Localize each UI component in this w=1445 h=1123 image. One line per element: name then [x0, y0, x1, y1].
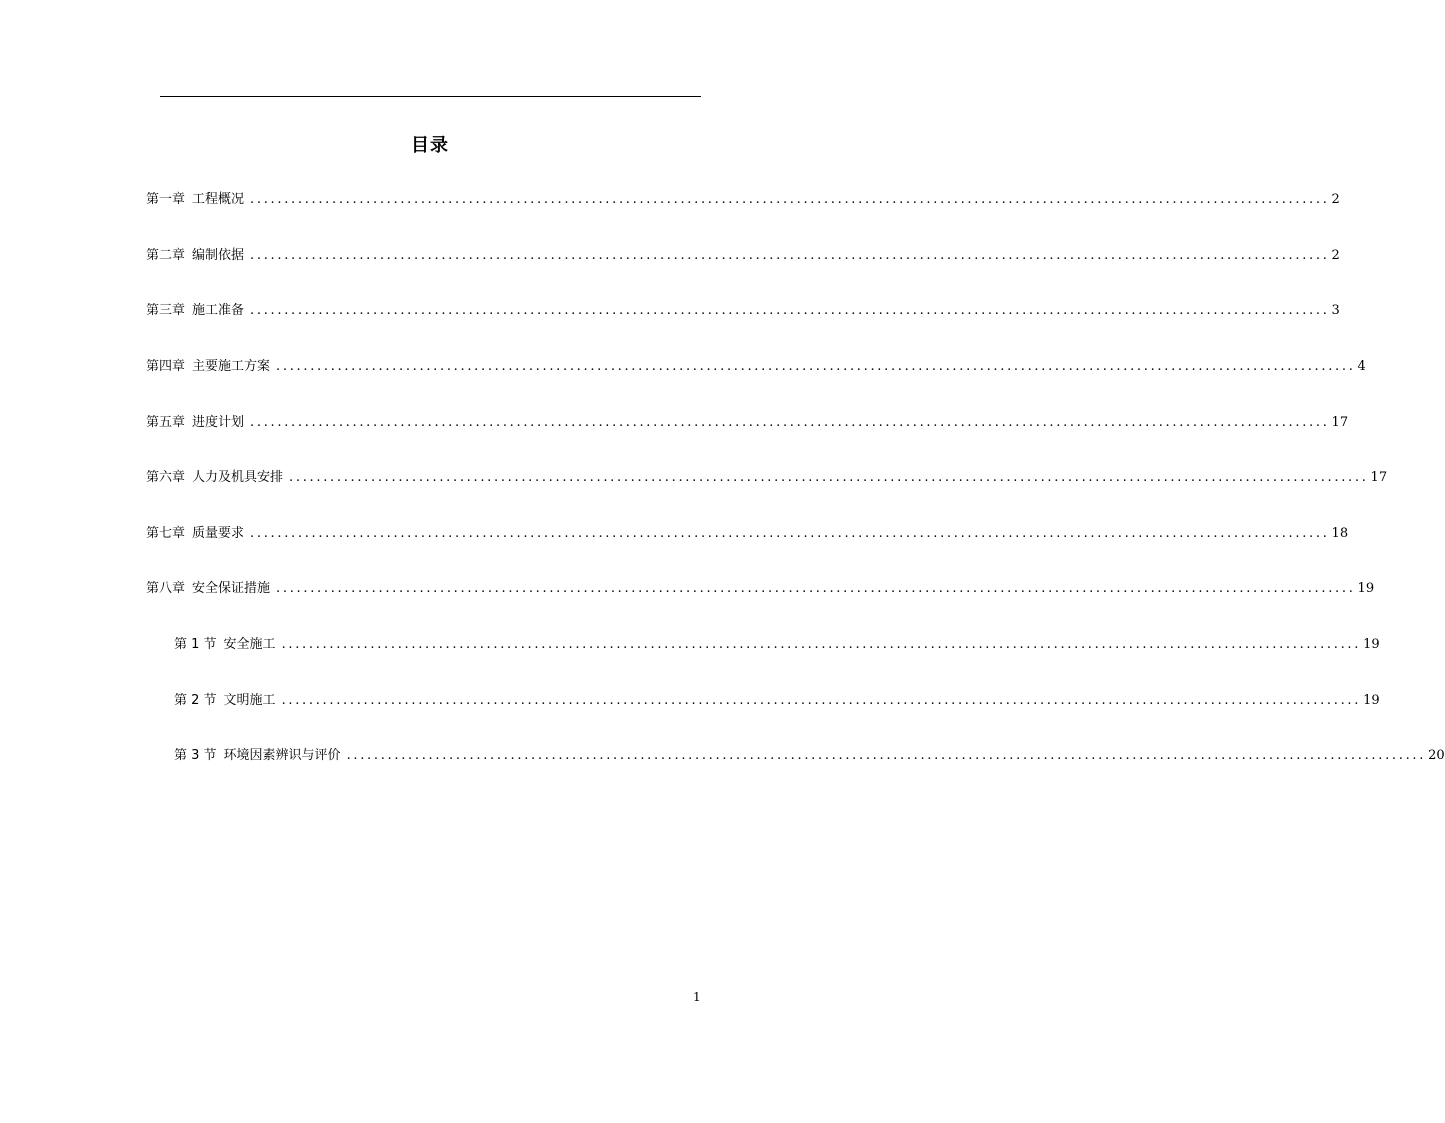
toc-page-number: 19	[1363, 637, 1380, 652]
toc-dot-leader: ..............................................................................................................................................................	[289, 470, 1369, 485]
toc-page-number: 17	[1370, 470, 1388, 485]
toc-section-number: 第 3 节	[174, 748, 217, 763]
toc-page-number: 2	[1331, 192, 1340, 207]
toc-chapter-number: 第六章	[146, 470, 186, 485]
toc-dot-leader: ..............................................................................................................................................................	[281, 637, 1362, 652]
toc-entry-title: 主要施工方案	[192, 359, 271, 374]
toc-dot-leader: ..............................................................................................................................................................	[250, 526, 1330, 541]
toc-chapter-number: 第四章	[146, 359, 186, 374]
toc-entry-chapter-5[interactable]	[146, 413, 1349, 433]
toc-dot-leader: ..............................................................................................................................................................	[281, 693, 1362, 708]
toc-entry-chapter-3[interactable]	[146, 301, 1340, 321]
toc-page-number: 19	[1363, 693, 1380, 708]
page-number: 1	[693, 990, 701, 1004]
toc-section-number: 第 2 节	[174, 693, 217, 708]
toc-dot-leader: ..............................................................................................................................................................	[250, 415, 1330, 430]
toc-entry-title: 安全施工	[223, 637, 276, 652]
toc-dot-leader: ..............................................................................................................................................................	[250, 192, 1330, 207]
header-rule	[160, 96, 701, 97]
toc-entry-chapter-7[interactable]	[146, 524, 1349, 544]
toc-entry-chapter-6[interactable]	[146, 468, 1388, 488]
toc-entry-title: 施工准备	[192, 303, 245, 318]
toc-entry-title: 进度计划	[192, 415, 245, 430]
toc-entry-section-2[interactable]	[174, 691, 1380, 711]
toc-entry-section-3[interactable]	[174, 746, 1445, 766]
toc-entry-chapter-2[interactable]	[146, 246, 1340, 266]
toc-page-number: 19	[1357, 581, 1375, 596]
toc-entry-title: 质量要求	[192, 526, 245, 541]
toc-entry-section-1[interactable]	[174, 635, 1380, 655]
toc-page-number: 20	[1428, 748, 1445, 763]
toc-entry-title: 文明施工	[223, 693, 276, 708]
toc-page-number: 2	[1331, 248, 1340, 263]
toc-chapter-number: 第八章	[146, 581, 186, 596]
toc-entry-title: 编制依据	[192, 248, 245, 263]
toc-chapter-number: 第五章	[146, 415, 186, 430]
toc-chapter-number: 第一章	[146, 192, 186, 207]
toc-dot-leader: ..............................................................................................................................................................	[346, 748, 1427, 763]
toc-section-number: 第 1 节	[174, 637, 217, 652]
toc-page-number: 3	[1331, 303, 1340, 318]
toc-chapter-number: 第七章	[146, 526, 186, 541]
toc-title: 目录	[411, 135, 449, 156]
toc-entry-chapter-1[interactable]	[146, 190, 1340, 210]
toc-page-number: 17	[1331, 415, 1349, 430]
toc-entry-chapter-8[interactable]	[146, 579, 1375, 599]
toc-entry-title: 工程概况	[192, 192, 245, 207]
toc-dot-leader: ..............................................................................................................................................................	[250, 303, 1330, 318]
toc-chapter-number: 第三章	[146, 303, 186, 318]
toc-entry-title: 人力及机具安排	[192, 470, 284, 485]
toc-entry-chapter-4[interactable]	[146, 357, 1366, 377]
toc-entry-title: 安全保证措施	[192, 581, 271, 596]
toc-page-number: 4	[1357, 359, 1366, 374]
toc-page-number: 18	[1331, 526, 1349, 541]
toc-dot-leader: ..............................................................................................................................................................	[276, 581, 1356, 596]
toc-chapter-number: 第二章	[146, 248, 186, 263]
toc-dot-leader: ..............................................................................................................................................................	[250, 248, 1330, 263]
toc-entry-title: 环境因素辨识与评价	[223, 748, 341, 763]
toc-dot-leader: ..............................................................................................................................................................	[276, 359, 1356, 374]
